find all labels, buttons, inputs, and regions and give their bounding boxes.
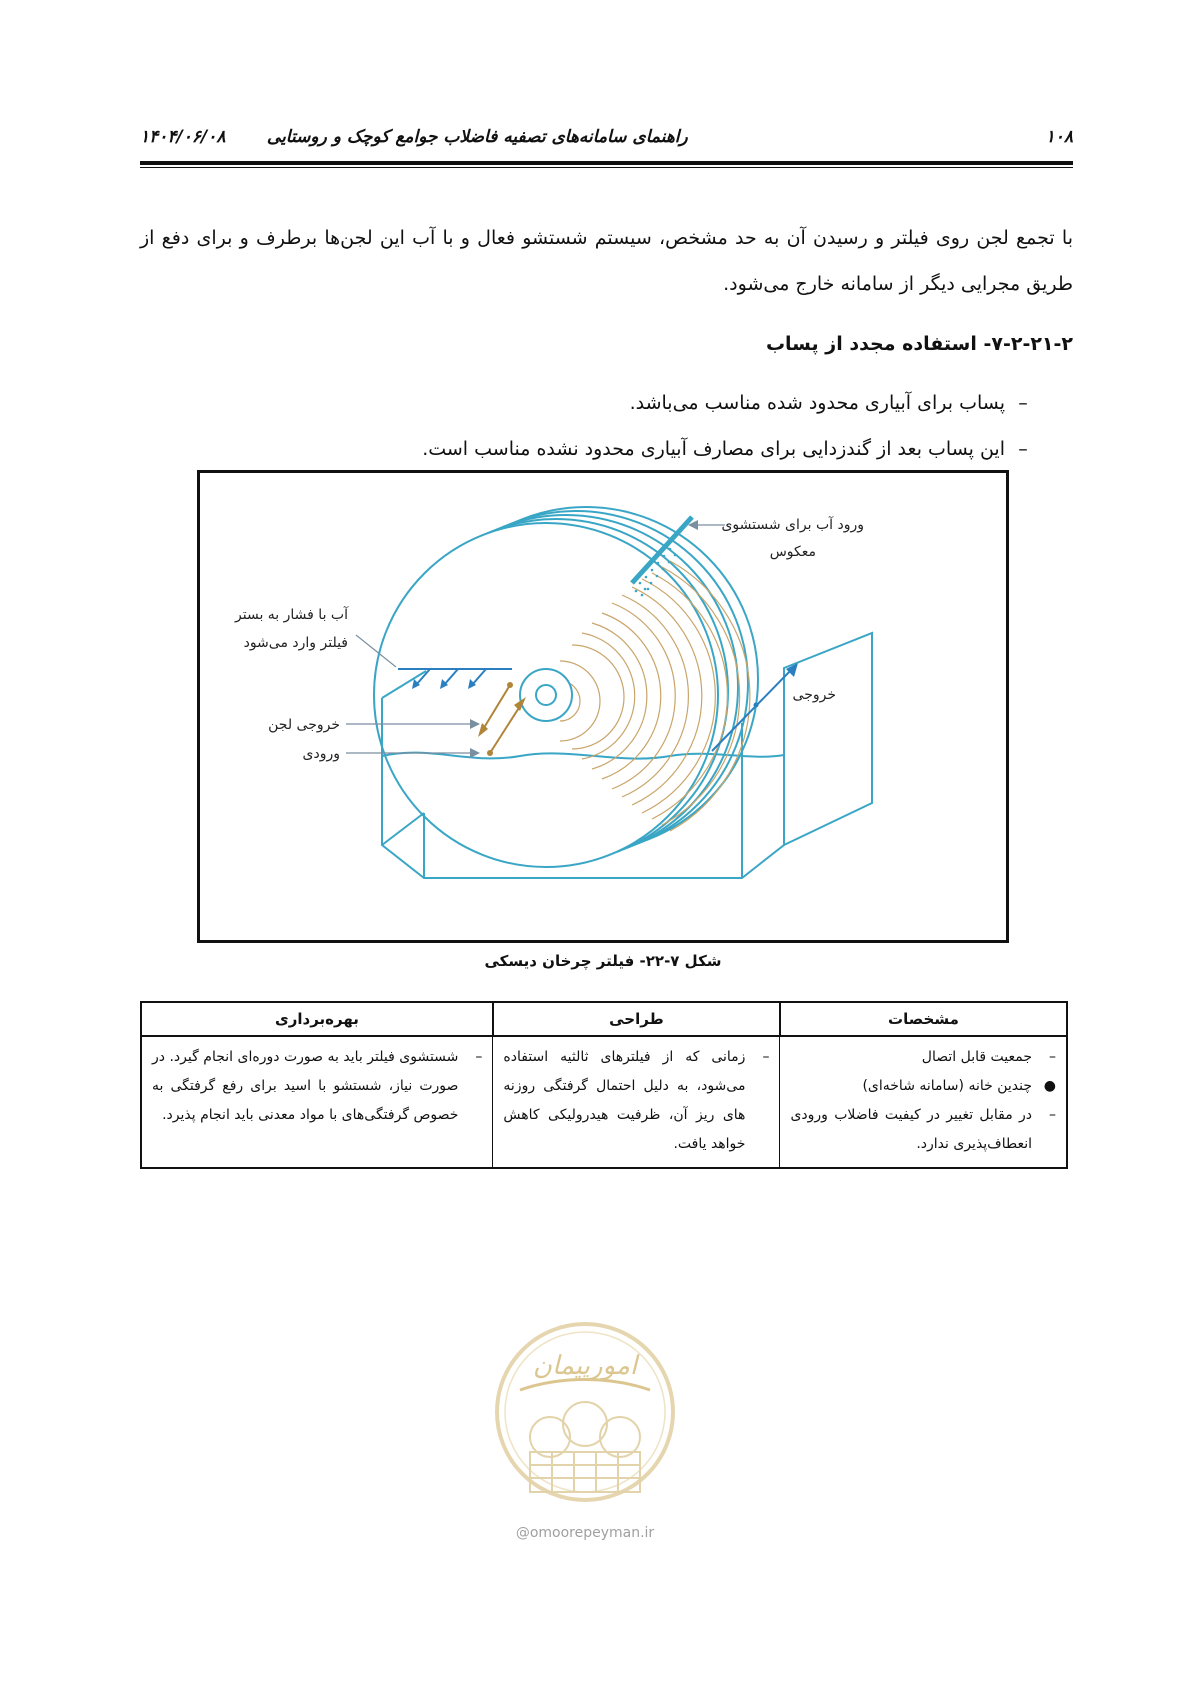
section-heading: ۷-۲-۲۱-۲- استفاده مجدد از پساب — [765, 333, 1073, 355]
header-date: ۱۴۰۴/۰۶/۰۸ — [140, 127, 226, 147]
page-header — [140, 125, 1073, 163]
hub-outer — [520, 669, 572, 721]
bullet-list — [341, 380, 1041, 472]
label-backwash-line2: معکوس — [769, 544, 816, 560]
figure-caption: شکل ۷-۲۲- فیلتر چرخان دیسکی — [484, 952, 722, 970]
label-sludge-outlet: خروجی لجن — [268, 717, 340, 733]
item-dash: – — [475, 1049, 483, 1065]
bullet-dash: – — [1018, 438, 1028, 460]
bullet-text: پساب برای آبیاری محدود شده مناسب می‌باشد. — [629, 392, 1005, 414]
seal-icon — [490, 1312, 680, 1522]
spec-item — [790, 1101, 1056, 1159]
design-item — [503, 1043, 769, 1159]
operation-item — [152, 1043, 482, 1130]
item-dash: – — [1049, 1049, 1056, 1065]
outlet-arrow-line — [712, 669, 792, 751]
page-number: ۱۰۸ — [1045, 127, 1073, 147]
outlet-dot — [754, 703, 759, 708]
operation-cell — [141, 1036, 493, 1168]
logo-text: امورپیمان — [532, 1351, 638, 1381]
sludge-dot — [507, 682, 513, 688]
label-pressure-line2: فیلتر وارد می‌شود — [243, 635, 348, 651]
spec-item-text: جمعیت قابل اتصال — [921, 1049, 1032, 1065]
bullet-item — [341, 426, 1041, 472]
rotating-disc-filter-diagram — [200, 473, 1006, 940]
comparison-table — [140, 1001, 1068, 1169]
watermark-site: @omoorepeyman.ir — [515, 1525, 655, 1541]
spec-item — [790, 1043, 1056, 1072]
body-paragraph: با تجمع لجن روی فیلتر و رسیدن آن به حد مشخص، سیستم شستشو فعال و با آب این لجن‌ها برطرف و برای دفع از طریق مجرایی دیگر از سامانه خارج می‌شود. — [140, 227, 1073, 295]
operation-item-text: شستشوی فیلتر باید به صورت دوره‌ای انجام گیرد. در صورت نیاز، شستشو با اسید برای رفع گرفتگی به خصوص گرفتگی‌های با مواد معدنی باید انجام پذیرد. — [152, 1049, 459, 1123]
figure-frame — [197, 470, 1009, 943]
watermark-logo — [490, 1312, 680, 1527]
spec-item-text: در مقابل تغییر در کیفیت فاضلاب ورودی انعطاف‌پذیری ندارد. — [790, 1107, 1032, 1152]
header-operation: بهره‌برداری — [141, 1002, 493, 1036]
spec-item-text: چندین خانه (سامانه شاخه‌ای) — [862, 1078, 1032, 1094]
item-bullet: ● — [1043, 1078, 1056, 1094]
item-dash: – — [762, 1049, 770, 1065]
label-pressure-line1: آب با فشار به بستر — [235, 607, 348, 623]
specs-cell — [780, 1036, 1067, 1168]
running-title — [140, 127, 688, 147]
bullet-dash: – — [1018, 392, 1028, 414]
header-rule-thick — [140, 161, 1073, 165]
design-cell — [493, 1036, 780, 1168]
book-title: راهنمای سامانه‌های تصفیه فاضلاب جوامع کوچک و روستایی — [266, 127, 688, 147]
item-dash: – — [1049, 1107, 1056, 1123]
bullet-item — [341, 380, 1041, 426]
bullet-text: این پساب بعد از گندزدایی برای مصارف آبیاری محدود نشده مناسب است. — [422, 438, 1005, 460]
label-backwash-line1: ورود آب برای شستشوی — [721, 517, 864, 533]
inlet-dot — [487, 750, 493, 756]
header-design: طراحی — [493, 1002, 780, 1036]
header-specs: مشخصات — [780, 1002, 1067, 1036]
design-item-text: زمانی که از فیلترهای ثالثیه استفاده می‌شود، به دلیل احتمال گرفتگی روزنه های ریز آن، ظرفیت هیدرولیکی کاهش خواهد یافت. — [503, 1049, 746, 1152]
label-inlet: ورودی — [302, 746, 340, 762]
label-outlet: خروجی — [792, 687, 836, 703]
header-rule-thin — [140, 167, 1073, 168]
spec-item — [790, 1072, 1056, 1101]
